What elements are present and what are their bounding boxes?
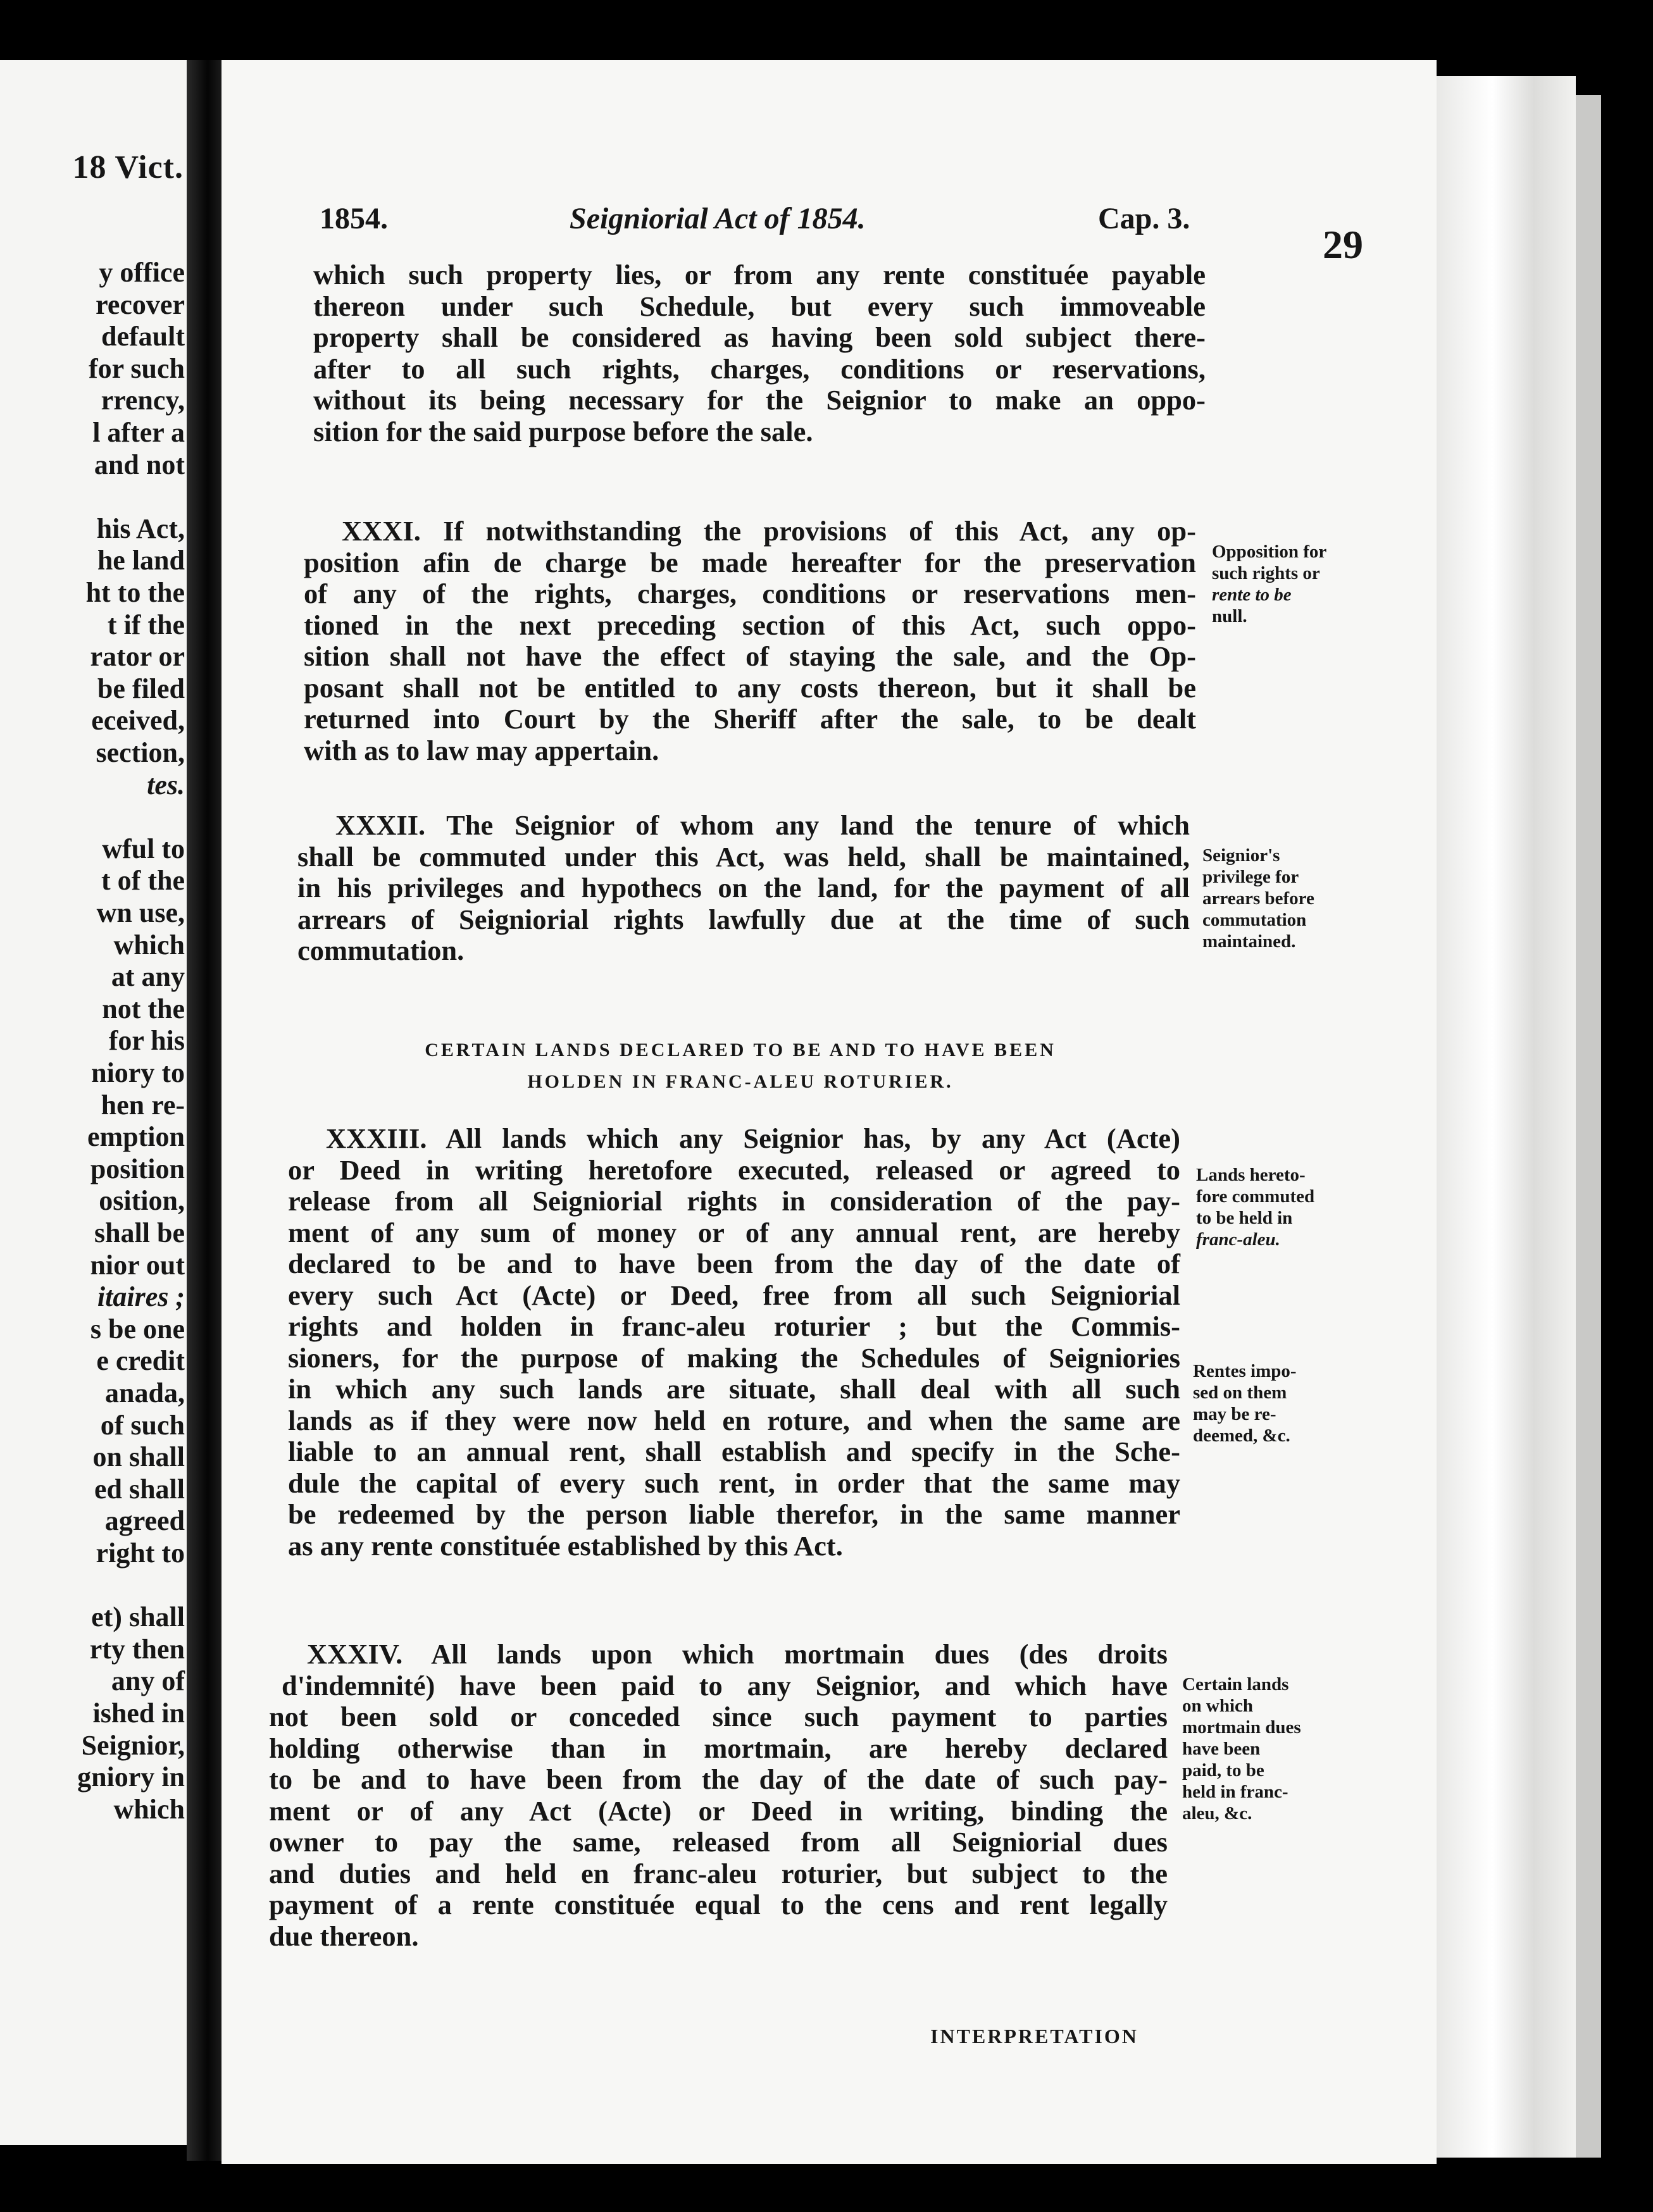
note-line: Lands hereto- xyxy=(1196,1165,1306,1185)
running-header-title: Seigniorial Act of 1854. xyxy=(570,202,866,235)
text-line: or Deed in writing heretofore executed, released or agreed to xyxy=(288,1153,1180,1186)
left-page-line: itaires ; xyxy=(97,1281,185,1313)
left-page-line: s be one xyxy=(90,1313,185,1345)
left-page-line: eceived, xyxy=(91,705,185,736)
text-line: and duties and held en franc-aleu roturier, but subject to the xyxy=(269,1857,1168,1889)
left-page-line: hen re- xyxy=(101,1089,185,1121)
note-line: franc-aleu. xyxy=(1196,1229,1280,1250)
note-line: on which xyxy=(1182,1696,1254,1716)
heading-line: CERTAIN LANDS DECLARED TO BE AND TO HAVE BEEN xyxy=(425,1040,1056,1060)
text-line: release from all Seigniorial rights in consideration of the pay- xyxy=(288,1185,1180,1217)
left-page-line: ht to the xyxy=(85,577,185,608)
text-line: in which any such lands are situate, shall deal with all such xyxy=(288,1373,1180,1405)
text-line: payment of a rente constituée equal to the cens and rent legally xyxy=(269,1889,1168,1920)
text-line: position afin de charge be made hereafter for the preservation xyxy=(304,546,1196,578)
left-page-line: rrency, xyxy=(101,385,185,416)
catchword: INTERPRETATION xyxy=(930,2025,1138,2047)
text-line: arrears of Seigniorial rights lawfully due at the time of such xyxy=(297,903,1190,935)
left-page-line: emption xyxy=(87,1121,185,1153)
text-line: with as to law may appertain. xyxy=(304,734,659,766)
left-page-line: e credit xyxy=(96,1345,185,1377)
section-xxxiv xyxy=(269,1639,1168,1952)
text-line: lands as if they were now held en roture, and when the same are xyxy=(288,1404,1180,1436)
note-line: may be re- xyxy=(1193,1404,1276,1424)
left-page-line: et) shall xyxy=(91,1601,185,1633)
section-heading xyxy=(297,1035,1183,1098)
left-page-line: be filed xyxy=(97,673,185,704)
text-line: due thereon. xyxy=(269,1920,419,1952)
left-page-line: t if the xyxy=(107,609,185,640)
section-xxxi xyxy=(304,516,1196,766)
text-line: as any rente constituée established by this Act. xyxy=(288,1529,843,1562)
left-page-line: gniory in xyxy=(77,1762,185,1793)
text-line: commutation. xyxy=(297,935,465,966)
left-page-line: not the xyxy=(102,993,185,1024)
text-line: not been sold or conceded since such payment to parties xyxy=(269,1701,1168,1732)
text-line: shall be commuted under this Act, was held, shall be maintained, xyxy=(297,840,1190,873)
left-page-line: default xyxy=(101,321,185,352)
margin-note-xxxi xyxy=(1212,541,1326,627)
note-line: aleu, &c. xyxy=(1182,1803,1252,1824)
text-line: property shall be considered as having been sold subject there- xyxy=(313,321,1206,353)
text-line: XXXI. If notwithstanding the provisions of this Act, any op- xyxy=(342,515,1196,547)
text-line: sioners, for the purpose of making the Schedules of Seigniories xyxy=(288,1341,1180,1374)
left-page-line: shall be xyxy=(94,1217,185,1248)
note-line: rente to be xyxy=(1212,585,1292,605)
left-page-line: agreed xyxy=(104,1505,185,1537)
margin-note-xxxiv xyxy=(1182,1674,1301,1824)
page-number: 29 xyxy=(1323,222,1363,267)
margin-note-xxxiii-rentes xyxy=(1193,1360,1297,1446)
note-line: maintained. xyxy=(1202,931,1296,952)
text-line: returned into Court by the Sheriff after the sale, to be dealt xyxy=(304,703,1196,735)
left-page-line: t of the xyxy=(101,865,185,897)
text-line: liable to an annual rent, shall establish and specify in the Sche- xyxy=(288,1436,1180,1467)
text-line: declared to be and to have been from the day of the date of xyxy=(288,1248,1180,1279)
text-line: of any of the rights, charges, conditions or reservations men- xyxy=(304,578,1196,609)
left-page-line: osition, xyxy=(99,1185,185,1217)
left-page-fragment xyxy=(0,60,187,2145)
text-line: to be and to have been from the day of the date of such pay- xyxy=(269,1763,1168,1795)
left-page-line: position xyxy=(90,1153,185,1184)
heading-line: HOLDEN IN FRANC-ALEU ROTURIER. xyxy=(527,1071,954,1092)
note-line: Rentes impo- xyxy=(1193,1361,1297,1381)
margin-note-xxxii xyxy=(1202,845,1314,952)
note-line: to be held in xyxy=(1196,1208,1293,1228)
text-line: ment of any sum of money or of any annual rent, are hereby xyxy=(288,1216,1180,1248)
left-page-line: rty then xyxy=(89,1633,185,1665)
text-line: which such property lies, or from any rente constituée payable xyxy=(313,259,1206,290)
left-page-line: for his xyxy=(108,1025,185,1057)
left-page-line: any of xyxy=(111,1665,185,1697)
left-page-line: he land xyxy=(97,545,185,576)
left-page-line: y office xyxy=(99,257,185,288)
running-header-chapter: Cap. 3. xyxy=(1098,202,1190,235)
left-page-line: which xyxy=(113,1793,185,1825)
note-line: Opposition for xyxy=(1212,542,1327,562)
page-edge xyxy=(1437,76,1576,2158)
left-page-header: 18 Vict. xyxy=(72,149,184,185)
note-line: such rights or xyxy=(1212,563,1320,583)
page-edge-shadow xyxy=(1576,95,1601,2158)
text-line: without its being necessary for the Seignior to make an oppo- xyxy=(313,384,1206,416)
text-line: every such Act (Acte) or Deed, free from all such Seigniorial xyxy=(288,1279,1180,1311)
text-line: sition for the said purpose before the sale. xyxy=(313,415,813,447)
text-line: ment or of any Act (Acte) or Deed in writing, binding the xyxy=(269,1794,1168,1827)
left-page-line: ed shall xyxy=(94,1473,185,1505)
text-line: XXXIV. All lands upon which mortmain dues (des droits xyxy=(307,1638,1168,1670)
text-line: XXXIII. All lands which any Seignior has, by any Act (Acte) xyxy=(326,1122,1180,1154)
left-page-line: wn use, xyxy=(96,897,185,928)
note-line: fore commuted xyxy=(1196,1186,1315,1207)
note-line: commutation xyxy=(1202,910,1307,930)
note-line: arrears before xyxy=(1202,888,1314,909)
left-page-line: rator or xyxy=(90,641,185,673)
text-line: XXXII. The Seignior of whom any land the tenure of which xyxy=(335,809,1190,841)
text-line: after to all such rights, charges, conditions or reservations, xyxy=(313,352,1206,385)
text-line: owner to pay the same, released from all Seigniorial dues xyxy=(269,1826,1168,1858)
left-page-line: l after a xyxy=(92,417,185,448)
left-page-line: for such xyxy=(89,352,185,384)
left-page-line: at any xyxy=(111,961,185,993)
text-line: dule the capital of every such rent, in order that the same may xyxy=(288,1467,1180,1499)
text-line: be redeemed by the person liable therefor, in the same manner xyxy=(288,1498,1180,1530)
note-line: paid, to be xyxy=(1182,1760,1264,1780)
note-line: held in franc- xyxy=(1182,1782,1288,1802)
note-line: mortmain dues xyxy=(1182,1717,1301,1737)
left-page-line: wful to xyxy=(102,833,185,864)
left-page-line: ished in xyxy=(92,1698,185,1729)
left-page-line: right to xyxy=(96,1538,185,1569)
paragraph-continuation xyxy=(313,259,1206,447)
note-line: null. xyxy=(1212,606,1247,626)
left-page-line: which xyxy=(113,929,185,960)
text-line: d'indemnité) have been paid to any Seignior, and which have xyxy=(282,1669,1168,1701)
left-page-line: recover xyxy=(96,289,185,320)
text-line: thereon under such Schedule, but every such immoveable xyxy=(313,290,1206,322)
text-line: posant shall not be entitled to any costs thereon, but it shall be xyxy=(304,671,1196,704)
text-line: holding otherwise than in mortmain, are hereby declared xyxy=(269,1732,1168,1764)
left-page-line: anada, xyxy=(105,1377,185,1408)
left-page-line: Seignior, xyxy=(81,1729,185,1761)
left-page-line: niory to xyxy=(91,1057,185,1088)
note-line: deemed, &c. xyxy=(1193,1426,1290,1446)
text-line: in his privileges and hypothecs on the land, for the payment of all xyxy=(297,872,1190,904)
margin-note-xxxiii xyxy=(1196,1164,1314,1250)
left-page-line: section, xyxy=(96,737,185,768)
left-page-line: nior out xyxy=(90,1249,185,1281)
left-page-line: of such xyxy=(100,1409,185,1441)
section-xxxiii xyxy=(288,1123,1180,1562)
text-line: tioned in the next preceding section of this Act, such oppo- xyxy=(304,609,1196,641)
running-header-year: 1854. xyxy=(320,202,388,235)
note-line: privilege for xyxy=(1202,867,1299,887)
note-line: Seignior's xyxy=(1202,845,1280,866)
note-line: Certain lands xyxy=(1182,1674,1289,1694)
section-xxxii xyxy=(297,810,1190,967)
book-gutter xyxy=(187,60,221,2161)
note-line: have been xyxy=(1182,1739,1261,1759)
left-page-line: his Act, xyxy=(96,513,185,544)
left-page-line: tes. xyxy=(147,769,185,800)
left-page-line: and not xyxy=(94,449,185,480)
text-line: sition shall not have the effect of staying the sale, and the Op- xyxy=(304,640,1196,672)
left-page-line: on shall xyxy=(92,1441,185,1473)
text-line: rights and holden in franc-aleu roturier ; but the Commis- xyxy=(288,1310,1180,1342)
note-line: sed on them xyxy=(1193,1382,1287,1403)
